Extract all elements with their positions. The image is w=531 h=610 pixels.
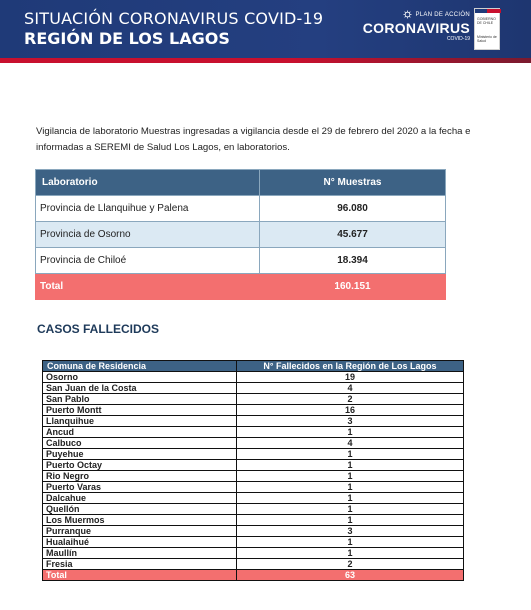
- fallecidos-count: 1: [237, 537, 464, 548]
- comuna-name: Purranque: [43, 526, 237, 537]
- table-row: [43, 471, 464, 482]
- table-row: [43, 504, 464, 515]
- comuna-name: Puerto Montt: [43, 405, 237, 416]
- fallecidos-count: 4: [237, 383, 464, 394]
- header-banner: [0, 0, 531, 58]
- banner-title: SITUACIÓN CORONAVIRUS COVID-19: [24, 9, 324, 28]
- comuna-name: Fresia: [43, 559, 237, 570]
- comuna-name: Osorno: [43, 372, 237, 383]
- fallecidos-count: 1: [237, 471, 464, 482]
- table-row: [43, 372, 464, 383]
- table-row: [43, 383, 464, 394]
- table-row: [43, 438, 464, 449]
- logo-red-bar: [487, 9, 501, 13]
- fallecidos-count: 3: [237, 526, 464, 537]
- table-row: [43, 394, 464, 405]
- gov-logo-top-text: GOBIERNO DE CHILE: [477, 17, 496, 25]
- fallecidos-count: 1: [237, 482, 464, 493]
- banner-red-stripe: [0, 58, 531, 63]
- table-row: [43, 416, 464, 427]
- lab-row-name: Provincia de Llanquihue y Palena: [36, 196, 260, 222]
- lab-table-row: [36, 196, 446, 222]
- lab-table-row: [36, 248, 446, 274]
- intro-paragraph: Vigilancia de laboratorio Muestras ingresadas a vigilancia desde el 29 de febrero del 2020 a la fecha e informadas a SEREMI de Salud Los Lagos, en laboratorios.: [36, 126, 471, 153]
- lab-row-value: 96.080: [260, 196, 446, 222]
- fallecidos-count: 2: [237, 394, 464, 405]
- plan-sub-label: COVID-19: [446, 36, 470, 42]
- lab-header-laboratorio: Laboratorio: [36, 170, 260, 196]
- fallecidos-count: 1: [237, 460, 464, 471]
- fallecidos-count: 16: [237, 405, 464, 416]
- table-row: [43, 526, 464, 537]
- gobierno-logo: [474, 8, 500, 50]
- comuna-name: Ancud: [43, 427, 237, 438]
- table-row: [43, 460, 464, 471]
- deaths-total-row: [43, 570, 464, 581]
- deaths-table: [42, 360, 464, 581]
- deaths-total-label: Total: [43, 570, 237, 581]
- deaths-header-fallecidos: N° Fallecidos en la Región de Los Lagos: [237, 361, 464, 372]
- fallecidos-count: 19: [237, 372, 464, 383]
- fallecidos-count: 1: [237, 504, 464, 515]
- comuna-name: San Pablo: [43, 394, 237, 405]
- lab-table-row: [36, 222, 446, 248]
- lab-total-label: Total: [36, 274, 260, 300]
- comuna-name: Quellón: [43, 504, 237, 515]
- fallecidos-count: 1: [237, 548, 464, 559]
- table-row: [43, 537, 464, 548]
- comuna-name: Llanquihue: [43, 416, 237, 427]
- comuna-name: Puerto Octay: [43, 460, 237, 471]
- lab-table-total-row: [36, 274, 446, 300]
- fallecidos-count: 1: [237, 515, 464, 526]
- deaths-table-header: [43, 361, 464, 372]
- comuna-name: Dalcahue: [43, 493, 237, 504]
- comuna-name: Hualaihué: [43, 537, 237, 548]
- table-row: [43, 548, 464, 559]
- fallecidos-count: 1: [237, 493, 464, 504]
- fallecidos-count: 1: [237, 449, 464, 460]
- logo-blue-bar: [475, 9, 487, 13]
- fallecidos-count: 3: [237, 416, 464, 427]
- table-row: [43, 559, 464, 570]
- section-title-fallecidos: CASOS FALLECIDOS: [37, 322, 160, 336]
- fallecidos-count: 1: [237, 427, 464, 438]
- plan-main-label: CORONAVIRUS: [362, 20, 470, 36]
- table-row: [43, 493, 464, 504]
- comuna-name: Calbuco: [43, 438, 237, 449]
- deaths-total-value: 63: [237, 570, 464, 581]
- comuna-name: Maullín: [43, 548, 237, 559]
- lab-row-value: 18.394: [260, 248, 446, 274]
- banner-subtitle: REGIÓN DE LOS LAGOS: [24, 29, 230, 48]
- lab-total-value: 160.151: [260, 274, 446, 300]
- comuna-name: Puerto Varas: [43, 482, 237, 493]
- lab-table-header: [36, 170, 446, 196]
- comuna-name: Puyehue: [43, 449, 237, 460]
- plan-top-label: PLAN DE ACCIÓN: [415, 11, 470, 18]
- lab-header-muestras: N° Muestras: [260, 170, 446, 196]
- table-row: [43, 449, 464, 460]
- table-row: [43, 427, 464, 438]
- fallecidos-count: 2: [237, 559, 464, 570]
- table-row: [43, 405, 464, 416]
- plan-de-accion-logo: [360, 10, 470, 50]
- lab-row-name: Provincia de Chiloé: [36, 248, 260, 274]
- comuna-name: Rio Negro: [43, 471, 237, 482]
- lab-row-name: Provincia de Osorno: [36, 222, 260, 248]
- fallecidos-count: 4: [237, 438, 464, 449]
- comuna-name: Los Muermos: [43, 515, 237, 526]
- gov-logo-bottom-text: Ministerio de Salud: [477, 35, 497, 43]
- deaths-header-comuna: Comuna de Residencia: [43, 361, 237, 372]
- laboratory-table: [35, 169, 446, 300]
- comuna-name: San Juan de la Costa: [43, 383, 237, 394]
- virus-icon: [403, 10, 412, 19]
- table-row: [43, 515, 464, 526]
- lab-row-value: 45.677: [260, 222, 446, 248]
- table-row: [43, 482, 464, 493]
